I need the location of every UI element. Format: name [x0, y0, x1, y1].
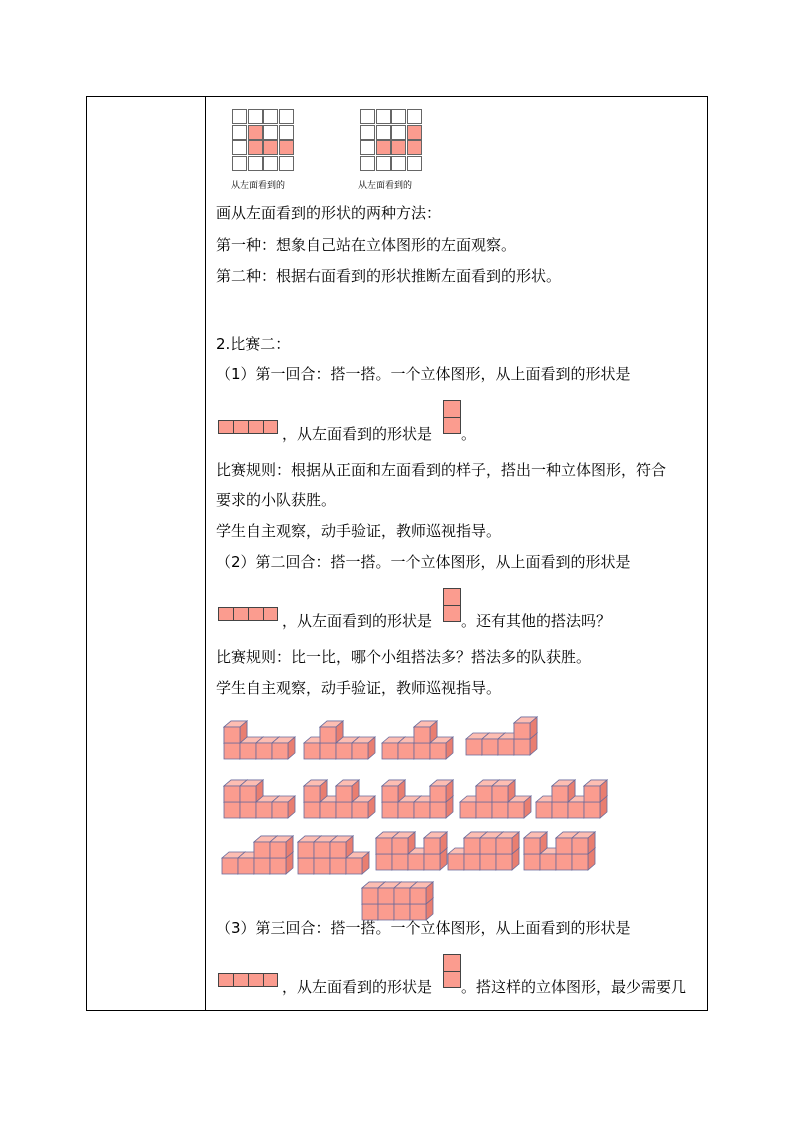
cube-front-face: [224, 802, 240, 818]
cube-solid: [448, 832, 519, 870]
cube-front-face: [430, 786, 446, 802]
cube-front-face: [552, 786, 568, 802]
cube-front-face: [414, 743, 430, 759]
cube-front-face: [256, 743, 272, 759]
cube-front-face: [524, 854, 540, 870]
cube-front-face: [240, 802, 256, 818]
cube-front-face: [424, 854, 440, 870]
cube-front-face: [272, 743, 288, 759]
cube-front-face: [270, 858, 286, 874]
top-view-strip-3: [218, 973, 278, 987]
cube-front-face: [272, 802, 288, 818]
cube-front-face: [572, 838, 588, 854]
round-two-rule: 比赛规则：比一比，哪个小组搭法多？搭法多的队获胜。: [216, 648, 592, 666]
cube-front-face: [398, 802, 414, 818]
cube-solid: [382, 780, 453, 818]
cube-front-face: [466, 739, 482, 755]
cube-front-face: [584, 786, 600, 802]
cube-front-face: [398, 743, 414, 759]
cube-front-face: [314, 842, 330, 858]
cube-front-face: [346, 858, 362, 874]
round-two-left-view-text: ，从左面看到的形状是: [282, 612, 433, 630]
cube-front-face: [298, 858, 314, 874]
round-one-rule: 比赛规则：根据从正面和左面看到的样子，搭出一种立体图形，符合: [216, 461, 667, 479]
cube-front-face: [556, 854, 572, 870]
round-three-prompt: （3）第三回合：搭一搭。一个立体图形，从上面看到的形状是: [216, 919, 631, 937]
cube-front-face: [256, 802, 272, 818]
cube-front-face: [304, 802, 320, 818]
cube-solid: [304, 780, 375, 818]
round-three-question: 。搭这样的立体图形，最少需要几: [461, 978, 687, 996]
cube-front-face: [524, 838, 540, 854]
cube-front-face: [492, 802, 508, 818]
cube-solid: [224, 780, 295, 818]
cube-front-face: [448, 854, 464, 870]
cube-solid: [362, 882, 433, 920]
cube-front-face: [376, 854, 392, 870]
cube-solid: [304, 721, 375, 759]
cube-front-face: [476, 786, 492, 802]
cube-front-face: [392, 854, 408, 870]
cube-front-face: [382, 802, 398, 818]
round-one-rule-cont: 要求的小队获胜。: [216, 491, 337, 509]
cube-solid: [222, 836, 293, 874]
round-two-prompt: （2）第二回合：搭一搭。一个立体图形，从上面看到的形状是: [216, 553, 631, 571]
round-one-activity: 学生自主观察，动手验证，教师巡视指导。: [216, 522, 502, 540]
cube-front-face: [492, 786, 508, 802]
cube-solid: [298, 836, 369, 874]
cube-front-face: [430, 743, 446, 759]
round-two-activity: 学生自主观察，动手验证，教师巡视指导。: [216, 679, 502, 697]
cube-front-face: [408, 854, 424, 870]
cube-front-face: [464, 854, 480, 870]
round-one-left-view-text: ，从左面看到的形状是: [282, 425, 433, 443]
cube-front-face: [476, 802, 492, 818]
cube-front-face: [480, 854, 496, 870]
cube-solid: [536, 780, 607, 818]
cube-solid: [382, 721, 453, 759]
cube-front-face: [414, 727, 430, 743]
cube-front-face: [430, 802, 446, 818]
cube-front-face: [572, 854, 588, 870]
cube-front-face: [414, 802, 430, 818]
round-three-left-view-text: ，从左面看到的形状是: [282, 978, 433, 996]
cube-front-face: [352, 802, 368, 818]
cube-front-face: [240, 743, 256, 759]
cube-front-face: [514, 723, 530, 739]
cube-solid: [460, 780, 531, 818]
cube-front-face: [376, 838, 392, 854]
cube-solid: [224, 721, 295, 759]
cube-front-face: [536, 802, 552, 818]
cube-front-face: [224, 786, 240, 802]
cube-front-face: [320, 743, 336, 759]
cube-front-face: [222, 858, 238, 874]
cube-front-face: [394, 888, 410, 904]
grid-b-caption: 从左面看到的: [358, 181, 413, 191]
cube-front-face: [320, 727, 336, 743]
cube-front-face: [224, 743, 240, 759]
cube-front-face: [552, 802, 568, 818]
cube-front-face: [410, 888, 426, 904]
cube-front-face: [330, 858, 346, 874]
cube-front-face: [270, 842, 286, 858]
cube-front-face: [240, 786, 256, 802]
cube-front-face: [224, 727, 240, 743]
cube-front-face: [382, 786, 398, 802]
cube-front-face: [498, 739, 514, 755]
round-one-end: 。: [461, 425, 477, 443]
cube-front-face: [540, 854, 556, 870]
cube-front-face: [298, 842, 314, 858]
cube-front-face: [584, 802, 600, 818]
cube-front-face: [254, 858, 270, 874]
cube-front-face: [382, 743, 398, 759]
cube-front-face: [496, 854, 512, 870]
round-two-question: 。还有其他的搭法吗？: [461, 612, 612, 630]
cube-front-face: [352, 743, 368, 759]
cube-front-face: [392, 838, 408, 854]
cube-front-face: [362, 888, 378, 904]
cube-front-face: [464, 838, 480, 854]
left-view-column-3: [443, 954, 461, 988]
cube-front-face: [556, 838, 572, 854]
methods-heading: 画从左面看到的形状的两种方法：: [216, 204, 442, 222]
cube-front-face: [496, 838, 512, 854]
cube-front-face: [482, 739, 498, 755]
cube-front-face: [460, 802, 476, 818]
round-one-prompt: （1）第一回合：搭一搭。一个立体图形，从上面看到的形状是: [216, 365, 631, 383]
cube-solid: [376, 832, 447, 870]
cube-front-face: [254, 842, 270, 858]
cube-front-face: [320, 802, 336, 818]
cube-front-face: [378, 888, 394, 904]
cube-front-face: [424, 838, 440, 854]
cube-front-face: [336, 743, 352, 759]
cube-solid: [466, 717, 537, 755]
cube-front-face: [330, 842, 346, 858]
cube-front-face: [304, 786, 320, 802]
cube-front-face: [336, 786, 352, 802]
cube-front-face: [304, 743, 320, 759]
section-title: 2.比赛二：: [216, 335, 291, 353]
cube-front-face: [514, 739, 530, 755]
cube-front-face: [314, 858, 330, 874]
cube-front-face: [568, 802, 584, 818]
grid-a-caption: 从左面看到的: [231, 181, 286, 191]
cube-front-face: [508, 802, 524, 818]
cube-front-face: [336, 802, 352, 818]
cube-front-face: [238, 858, 254, 874]
method-one: 第一种：想象自己站在立体图形的左面观察。: [216, 236, 517, 254]
method-two: 第二种：根据右面看到的形状推断左面看到的形状。: [216, 267, 562, 285]
cube-solid: [524, 832, 595, 870]
cube-front-face: [480, 838, 496, 854]
